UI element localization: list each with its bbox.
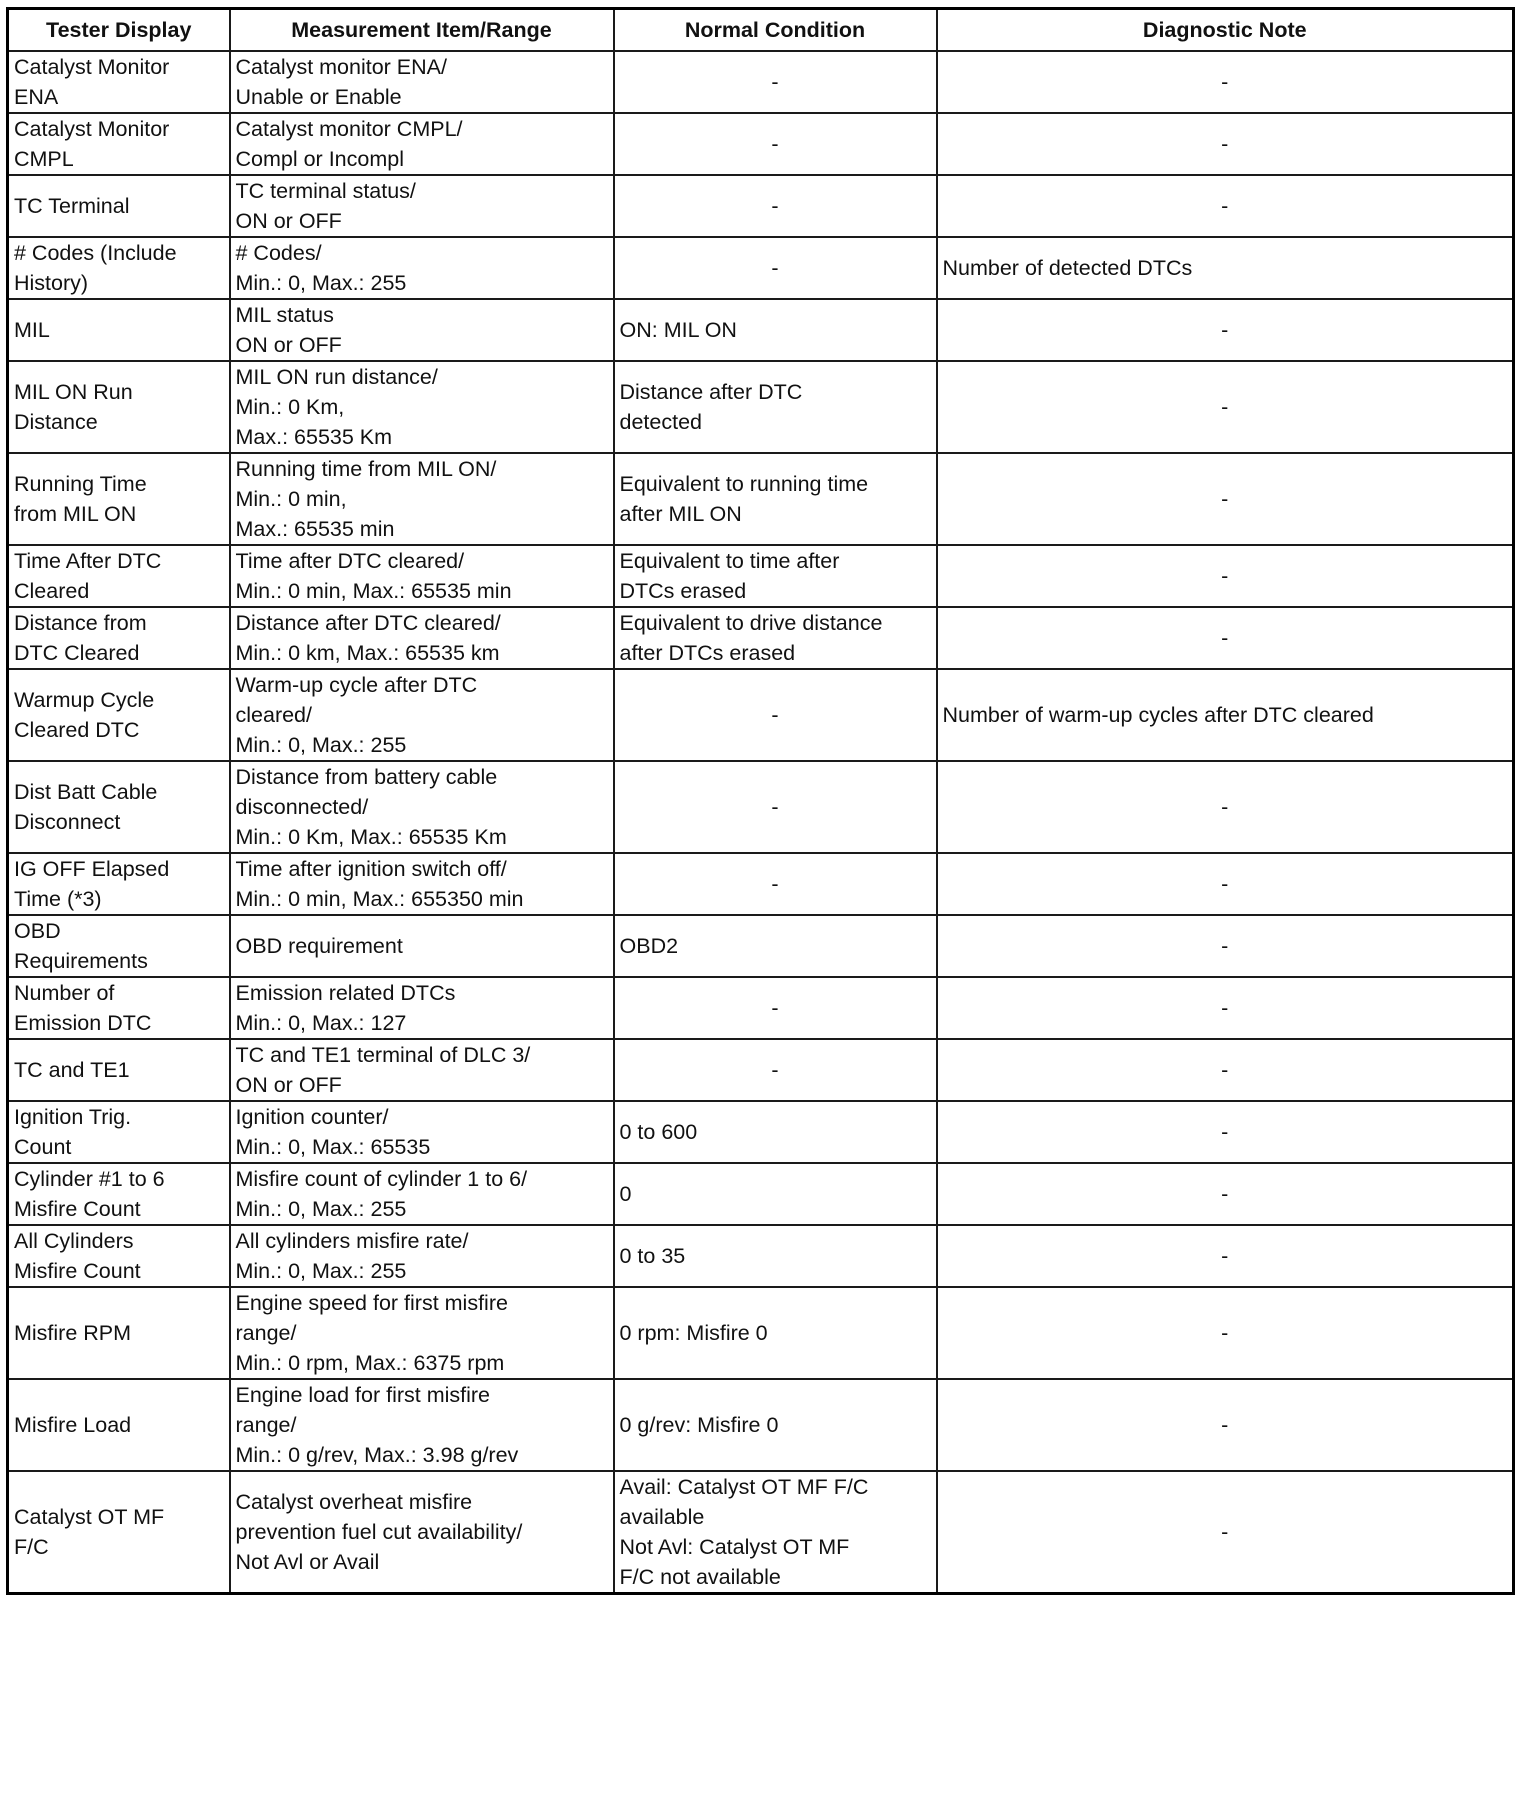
cell-text-line: Min.: 0 rpm, Max.: 6375 rpm: [235, 1351, 505, 1375]
header-measurement-item-range: Measurement Item/Range: [230, 9, 614, 52]
cell-tester-display: [8, 607, 230, 669]
cell-text-line: Count: [14, 1135, 72, 1159]
cell-tester-display: [8, 545, 230, 607]
cell-diagnostic-note: [937, 545, 1514, 607]
cell-text-line: Dist Batt Cable: [14, 780, 158, 804]
cell-text-line: Equivalent to time after: [619, 549, 840, 573]
cell-text-line: Requirements: [14, 949, 148, 973]
cell-text-line: -: [1221, 1182, 1229, 1206]
cell-text-line: Misfire Count: [14, 1197, 141, 1221]
cell-text-line: -: [771, 872, 779, 896]
cell-normal-condition: [614, 1101, 937, 1163]
cell-diagnostic-note: [937, 453, 1514, 545]
cell-text-line: CMPL: [14, 147, 74, 171]
cell-tester-display: [8, 361, 230, 453]
cell-text-line: -: [1221, 487, 1229, 511]
table-row: [8, 915, 1514, 977]
cell-text-line: 0 to 600: [619, 1120, 698, 1144]
cell-text-line: Min.: 0 min, Max.: 65535 min: [235, 579, 512, 603]
cell-text-line: -: [1221, 194, 1229, 218]
cell-text-line: ON: MIL ON: [619, 318, 737, 342]
cell-text-line: 0: [619, 1182, 632, 1206]
cell-text-line: ENA: [14, 85, 59, 109]
cell-text-line: TC and TE1: [14, 1058, 130, 1082]
table-row: [8, 1225, 1514, 1287]
cell-text-line: Min.: 0, Max.: 255: [235, 271, 407, 295]
cell-text-line: -: [1221, 1244, 1229, 1268]
cell-diagnostic-note: [937, 361, 1514, 453]
cell-text-line: Time after ignition switch off/: [235, 857, 507, 881]
cell-text-line: Min.: 0 min,: [235, 487, 347, 511]
cell-normal-condition: [614, 1039, 937, 1101]
cell-text-line: Min.: 0, Max.: 65535: [235, 1135, 431, 1159]
cell-measurement-range: [230, 1471, 614, 1594]
cell-text-line: Catalyst monitor ENA/: [235, 55, 447, 79]
cell-text-line: detected: [619, 410, 702, 434]
cell-text-line: F/C not available: [619, 1565, 781, 1589]
table-row: [8, 607, 1514, 669]
cell-text-line: Misfire Count: [14, 1259, 141, 1283]
cell-text-line: -: [1221, 564, 1229, 588]
cell-normal-condition: [614, 915, 937, 977]
cell-text-line: Min.: 0 g/rev, Max.: 3.98 g/rev: [235, 1443, 519, 1467]
cell-text-line: Emission DTC: [14, 1011, 152, 1035]
cell-text-line: Max.: 65535 min: [235, 517, 395, 541]
cell-text-line: Min.: 0, Max.: 255: [235, 1197, 407, 1221]
table-row: [8, 761, 1514, 853]
cell-text-line: TC Terminal: [14, 194, 130, 218]
cell-normal-condition: [614, 977, 937, 1039]
cell-normal-condition: [614, 761, 937, 853]
cell-text-line: Distance from: [14, 611, 147, 635]
cell-text-line: ON or OFF: [235, 1073, 342, 1097]
table-row: [8, 113, 1514, 175]
cell-text-line: after DTCs erased: [619, 641, 796, 665]
cell-text-line: Equivalent to drive distance: [619, 611, 883, 635]
cell-diagnostic-note: [937, 175, 1514, 237]
cell-tester-display: [8, 1471, 230, 1594]
cell-text-line: from MIL ON: [14, 502, 137, 526]
cell-text-line: Compl or Incompl: [235, 147, 404, 171]
cell-text-line: Min.: 0, Max.: 255: [235, 1259, 407, 1283]
cell-measurement-range: [230, 51, 614, 113]
table-row: [8, 1163, 1514, 1225]
cell-measurement-range: [230, 299, 614, 361]
table-header: [8, 9, 1514, 52]
cell-diagnostic-note: [937, 1287, 1514, 1379]
table-row: [8, 361, 1514, 453]
cell-text-line: -: [771, 132, 779, 156]
cell-text-line: MIL ON run distance/: [235, 365, 438, 389]
cell-text-line: Number of warm-up cycles after DTC cleared: [942, 703, 1374, 727]
cell-text-line: disconnected/: [235, 795, 369, 819]
cell-text-line: TC terminal status/: [235, 179, 416, 203]
cell-tester-display: [8, 453, 230, 545]
table-row: [8, 1471, 1514, 1594]
cell-text-line: Disconnect: [14, 810, 121, 834]
cell-text-line: Distance: [14, 410, 98, 434]
cell-text-line: IG OFF Elapsed: [14, 857, 170, 881]
cell-text-line: Ignition Trig.: [14, 1105, 132, 1129]
cell-text-line: DTC Cleared: [14, 641, 140, 665]
cell-text-line: Time after DTC cleared/: [235, 549, 465, 573]
cell-text-line: Running Time: [14, 472, 147, 496]
cell-text-line: OBD: [14, 919, 61, 943]
cell-measurement-range: [230, 175, 614, 237]
cell-text-line: DTCs erased: [619, 579, 747, 603]
cell-text-line: # Codes (Include: [14, 241, 177, 265]
cell-text-line: Min.: 0 Km, Max.: 65535 Km: [235, 825, 507, 849]
cell-tester-display: [8, 113, 230, 175]
cell-normal-condition: [614, 237, 937, 299]
cell-text-line: available: [619, 1505, 705, 1529]
cell-measurement-range: [230, 853, 614, 915]
cell-text-line: Not Avl: Catalyst OT MF: [619, 1535, 850, 1559]
cell-text-line: Catalyst OT MF: [14, 1505, 165, 1529]
cell-text-line: -: [771, 256, 779, 280]
cell-tester-display: [8, 1039, 230, 1101]
cell-text-line: Warm-up cycle after DTC: [235, 673, 478, 697]
cell-text-line: Cleared DTC: [14, 718, 140, 742]
table-row: [8, 1287, 1514, 1379]
table-row: [8, 237, 1514, 299]
cell-tester-display: [8, 1163, 230, 1225]
cell-tester-display: [8, 1287, 230, 1379]
cell-text-line: Distance after DTC cleared/: [235, 611, 501, 635]
cell-tester-display: [8, 175, 230, 237]
cell-text-line: OBD2: [619, 934, 679, 958]
cell-measurement-range: [230, 915, 614, 977]
cell-text-line: Engine speed for first misfire: [235, 1291, 508, 1315]
cell-measurement-range: [230, 1039, 614, 1101]
cell-text-line: TC and TE1 terminal of DLC 3/: [235, 1043, 531, 1067]
cell-text-line: -: [1221, 1321, 1229, 1345]
cell-diagnostic-note: [937, 1039, 1514, 1101]
table-row: [8, 453, 1514, 545]
cell-diagnostic-note: [937, 1101, 1514, 1163]
cell-text-line: MIL: [14, 318, 50, 342]
table-row: [8, 853, 1514, 915]
cell-normal-condition: [614, 1225, 937, 1287]
cell-tester-display: [8, 299, 230, 361]
cell-diagnostic-note: [937, 915, 1514, 977]
table-body: [8, 51, 1514, 1594]
header-tester-display: Tester Display: [8, 9, 230, 52]
table-container: [6, 7, 1515, 1595]
cell-text-line: Emission related DTCs: [235, 981, 456, 1005]
cell-text-line: -: [1221, 132, 1229, 156]
cell-text-line: Distance after DTC: [619, 380, 803, 404]
cell-text-line: OBD requirement: [235, 934, 403, 958]
cell-text-line: Running time from MIL ON/: [235, 457, 497, 481]
cell-text-line: -: [1221, 1413, 1229, 1437]
cell-text-line: -: [1221, 1058, 1229, 1082]
table-row: [8, 545, 1514, 607]
cell-normal-condition: [614, 51, 937, 113]
cell-text-line: prevention fuel cut availability/: [235, 1520, 523, 1544]
cell-tester-display: [8, 761, 230, 853]
cell-diagnostic-note: [937, 853, 1514, 915]
cell-tester-display: [8, 1225, 230, 1287]
cell-text-line: Min.: 0 Km,: [235, 395, 345, 419]
cell-text-line: -: [771, 703, 779, 727]
cell-text-line: Max.: 65535 Km: [235, 425, 393, 449]
cell-text-line: -: [1221, 626, 1229, 650]
header-diagnostic-note: Diagnostic Note: [937, 9, 1514, 52]
cell-text-line: 0 to 35: [619, 1244, 686, 1268]
cell-text-line: -: [1221, 318, 1229, 342]
cell-text-line: MIL status: [235, 303, 334, 327]
cell-text-line: -: [771, 996, 779, 1020]
cell-measurement-range: [230, 545, 614, 607]
cell-text-line: Warmup Cycle: [14, 688, 155, 712]
cell-diagnostic-note: [937, 669, 1514, 761]
cell-text-line: -: [771, 1058, 779, 1082]
cell-measurement-range: [230, 977, 614, 1039]
cell-text-line: Min.: 0 min, Max.: 655350 min: [235, 887, 524, 911]
cell-text-line: F/C: [14, 1535, 49, 1559]
cell-text-line: -: [771, 194, 779, 218]
table-row: [8, 299, 1514, 361]
table-row: [8, 1039, 1514, 1101]
cell-text-line: -: [771, 795, 779, 819]
cell-diagnostic-note: [937, 299, 1514, 361]
cell-normal-condition: [614, 607, 937, 669]
cell-text-line: 0 g/rev: Misfire 0: [619, 1413, 779, 1437]
cell-text-line: Avail: Catalyst OT MF F/C: [619, 1475, 869, 1499]
cell-normal-condition: [614, 1379, 937, 1471]
cell-tester-display: [8, 237, 230, 299]
cell-normal-condition: [614, 1163, 937, 1225]
cell-diagnostic-note: [937, 51, 1514, 113]
cell-text-line: -: [1221, 1520, 1229, 1544]
cell-text-line: Cleared: [14, 579, 90, 603]
cell-text-line: Catalyst Monitor: [14, 55, 170, 79]
cell-text-line: All cylinders misfire rate/: [235, 1229, 469, 1253]
cell-text-line: Misfire count of cylinder 1 to 6/: [235, 1167, 528, 1191]
cell-measurement-range: [230, 669, 614, 761]
cell-measurement-range: [230, 607, 614, 669]
cell-measurement-range: [230, 361, 614, 453]
cell-normal-condition: [614, 1287, 937, 1379]
cell-text-line: -: [771, 70, 779, 94]
cell-text-line: after MIL ON: [619, 502, 742, 526]
cell-normal-condition: [614, 175, 937, 237]
cell-text-line: -: [1221, 996, 1229, 1020]
cell-measurement-range: [230, 1225, 614, 1287]
table-row: [8, 175, 1514, 237]
cell-diagnostic-note: [937, 977, 1514, 1039]
cell-text-line: range/: [235, 1321, 297, 1345]
cell-measurement-range: [230, 113, 614, 175]
cell-diagnostic-note: [937, 1225, 1514, 1287]
cell-text-line: -: [1221, 934, 1229, 958]
cell-normal-condition: [614, 1471, 937, 1594]
cell-text-line: Number of: [14, 981, 115, 1005]
cell-text-line: Misfire RPM: [14, 1321, 132, 1345]
cell-tester-display: [8, 853, 230, 915]
cell-text-line: Min.: 0, Max.: 255: [235, 733, 407, 757]
cell-diagnostic-note: [937, 1379, 1514, 1471]
cell-text-line: Number of detected DTCs: [942, 256, 1193, 280]
header-normal-condition: Normal Condition: [614, 9, 937, 52]
cell-diagnostic-note: [937, 1163, 1514, 1225]
cell-text-line: Time (*3): [14, 887, 102, 911]
cell-measurement-range: [230, 1163, 614, 1225]
cell-text-line: -: [1221, 795, 1229, 819]
cell-text-line: # Codes/: [235, 241, 322, 265]
table-row: [8, 1101, 1514, 1163]
cell-text-line: Equivalent to running time: [619, 472, 869, 496]
cell-measurement-range: [230, 1287, 614, 1379]
cell-text-line: ON or OFF: [235, 333, 342, 357]
cell-diagnostic-note: [937, 607, 1514, 669]
cell-tester-display: [8, 669, 230, 761]
table-row: [8, 977, 1514, 1039]
cell-text-line: -: [1221, 395, 1229, 419]
table-row: [8, 1379, 1514, 1471]
header-row: [8, 9, 1514, 52]
table-row: [8, 51, 1514, 113]
cell-diagnostic-note: [937, 1471, 1514, 1594]
cell-text-line: Ignition counter/: [235, 1105, 389, 1129]
table-row: [8, 669, 1514, 761]
cell-normal-condition: [614, 299, 937, 361]
cell-text-line: range/: [235, 1413, 297, 1437]
cell-text-line: Catalyst Monitor: [14, 117, 170, 141]
cell-text-line: Catalyst monitor CMPL/: [235, 117, 463, 141]
cell-normal-condition: [614, 545, 937, 607]
cell-text-line: Catalyst overheat misfire: [235, 1490, 473, 1514]
cell-text-line: Misfire Load: [14, 1413, 132, 1437]
cell-text-line: -: [1221, 872, 1229, 896]
cell-text-line: 0 rpm: Misfire 0: [619, 1321, 768, 1345]
cell-measurement-range: [230, 761, 614, 853]
cell-normal-condition: [614, 669, 937, 761]
cell-text-line: Distance from battery cable: [235, 765, 498, 789]
cell-normal-condition: [614, 361, 937, 453]
cell-text-line: ON or OFF: [235, 209, 342, 233]
cell-diagnostic-note: [937, 761, 1514, 853]
cell-text-line: Engine load for first misfire: [235, 1383, 491, 1407]
cell-diagnostic-note: [937, 113, 1514, 175]
cell-text-line: Time After DTC: [14, 549, 162, 573]
cell-diagnostic-note: [937, 237, 1514, 299]
cell-text-line: Not Avl or Avail: [235, 1550, 380, 1574]
cell-text-line: -: [1221, 70, 1229, 94]
cell-text-line: All Cylinders: [14, 1229, 134, 1253]
cell-tester-display: [8, 51, 230, 113]
cell-text-line: Cylinder #1 to 6: [14, 1167, 165, 1191]
cell-tester-display: [8, 977, 230, 1039]
cell-tester-display: [8, 1379, 230, 1471]
cell-normal-condition: [614, 453, 937, 545]
cell-measurement-range: [230, 237, 614, 299]
cell-text-line: Min.: 0 km, Max.: 65535 km: [235, 641, 500, 665]
cell-tester-display: [8, 915, 230, 977]
cell-text-line: MIL ON Run: [14, 380, 133, 404]
cell-measurement-range: [230, 453, 614, 545]
cell-normal-condition: [614, 113, 937, 175]
cell-text-line: History): [14, 271, 89, 295]
cell-tester-display: [8, 1101, 230, 1163]
cell-measurement-range: [230, 1101, 614, 1163]
cell-normal-condition: [614, 853, 937, 915]
cell-text-line: Unable or Enable: [235, 85, 402, 109]
tester-display-table: [6, 7, 1515, 1595]
cell-measurement-range: [230, 1379, 614, 1471]
cell-text-line: Min.: 0, Max.: 127: [235, 1011, 407, 1035]
cell-text-line: cleared/: [235, 703, 312, 727]
cell-text-line: -: [1221, 1120, 1229, 1144]
